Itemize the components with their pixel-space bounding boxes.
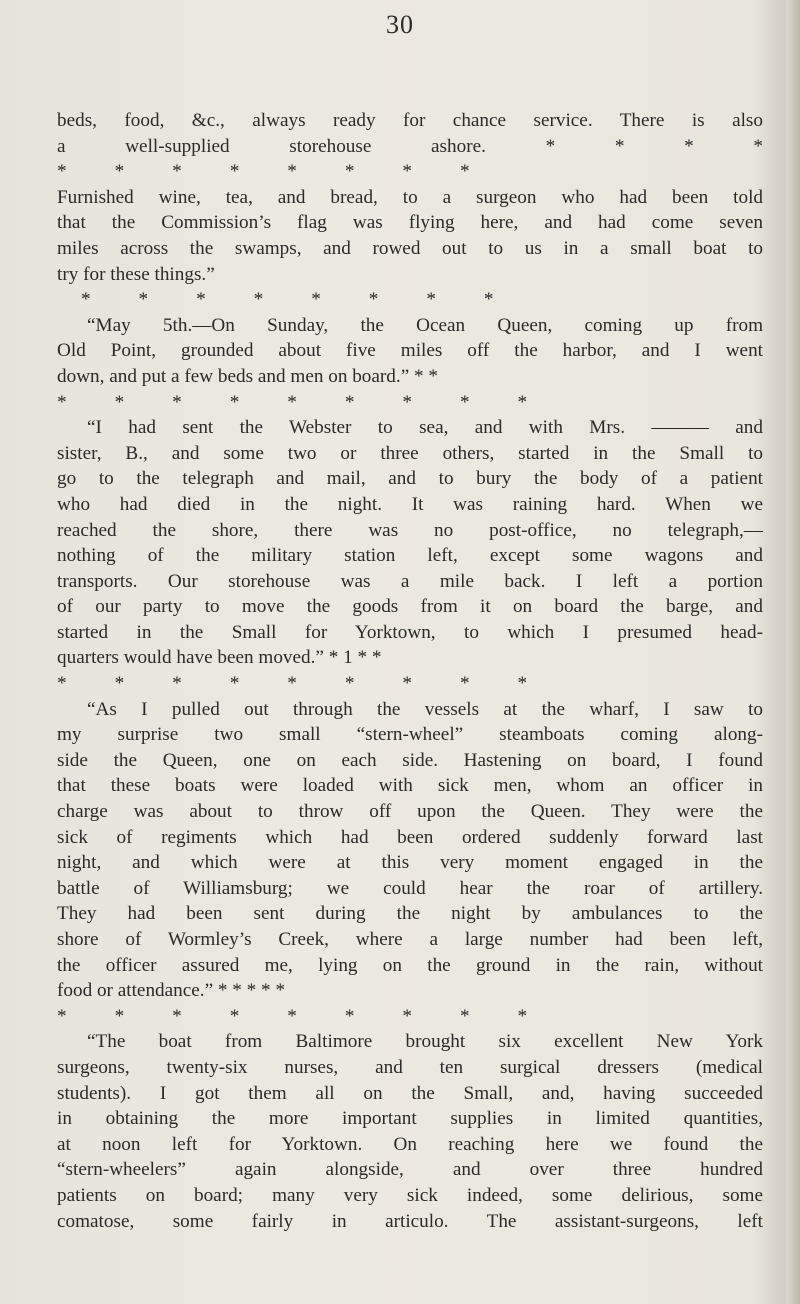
text-line: “I had sent the Webster to sea, and with Mrs. ——— and [87,417,763,439]
text-line: that the Commission’s flag was flying here, and had come seven [57,212,763,234]
page-number: 30 [386,10,414,39]
text-line: comatose, some fairly in articulo. The assistant-surgeons, left [57,1210,763,1232]
text-line: food or attendance.” * * * * * [57,980,286,1002]
text-line: try for these things.” [57,263,215,285]
text-line: nothing of the military station left, except some wagons and [57,545,763,567]
text-line: sister, B., and some two or three others, started in the Small to [57,442,763,464]
text-line: They had been sent during the night by ambulances to the [57,903,763,925]
text-line: beds, food, &c., always ready for chance service. There is also [57,110,763,131]
text-line: students). I got them all on the Small, and, having succeeded [57,1082,763,1104]
text-line: down, and put a few beds and men on board.” * * [57,365,438,387]
text-line: at noon left for Yorktown. On reaching here we found the [57,1133,763,1155]
text-line: night, and which were at this very moment engaged in the [57,852,763,874]
text-line: miles across the swamps, and rowed out to us in a small boat to [57,237,763,259]
text-line: charge was about to throw off upon the Queen. They were the [57,801,763,823]
text-line: side the Queen, one on each side. Hastening on board, I found [57,749,763,771]
text-line: transports. Our storehouse was a mile back. I left a portion [57,570,763,592]
text-line: Furnished wine, tea, and bread, to a surgeon who had been told [57,186,763,208]
text-line: “May 5th.—On Sunday, the Ocean Queen, coming up from [87,314,763,336]
text-line: reached the shore, there was no post-office, no telegraph,— [57,519,763,541]
text-line: “stern-wheelers” again alongside, and over three hundred [57,1159,763,1181]
text-line: quarters would have been moved.” * 1 * * [57,647,382,669]
ellipsis-stars: * * * * * * * * * [57,673,528,695]
text-line: go to the telegraph and mail, and to bury the body of a patient [57,468,763,490]
text-line: of our party to move the goods from it on board the barge, and [57,596,763,618]
text-line: sick of regiments which had been ordered suddenly forward last [57,826,763,848]
text-line: shore of Wormley’s Creek, where a large number had been left, [57,929,763,950]
text-line: surgeons, twenty-six nurses, and ten surgical dressers (medical [57,1056,763,1078]
body-text [57,108,763,1234]
text-line: started in the Small for Yorktown, to which I presumed head- [57,621,763,643]
text-line: patients on board; many very sick indeed, some delirious, some [57,1184,763,1206]
text-line: my surprise two small “stern-wheel” steamboats coming along- [57,724,763,746]
text-line: a well-supplied storehouse ashore. * * * * [57,135,763,157]
text-line: “As I pulled out through the vessels at the wharf, I saw to [87,698,763,720]
page-edge [786,0,800,1304]
text-line: in obtaining the more important supplies in limited quantities, [57,1108,763,1130]
ellipsis-stars: * * * * * * * * * [57,391,528,413]
text-line: battle of Williamsburg; we could hear the roar of artillery. [57,877,763,899]
ellipsis-stars: * * * * * * * * [57,161,470,183]
text-line: who had died in the night. It was raining hard. When we [57,493,763,515]
text-line: Old Point, grounded about five miles off the harbor, and I went [57,340,763,362]
text-line: that these boats were loaded with sick men, whom an officer in [57,775,763,797]
ellipsis-stars: * * * * * * * * [57,289,494,311]
ellipsis-stars: * * * * * * * * * [57,1005,528,1027]
text-line: “The boat from Baltimore brought six excellent New York [87,1031,763,1053]
text-line: the officer assured me, lying on the ground in the rain, without [57,954,763,976]
